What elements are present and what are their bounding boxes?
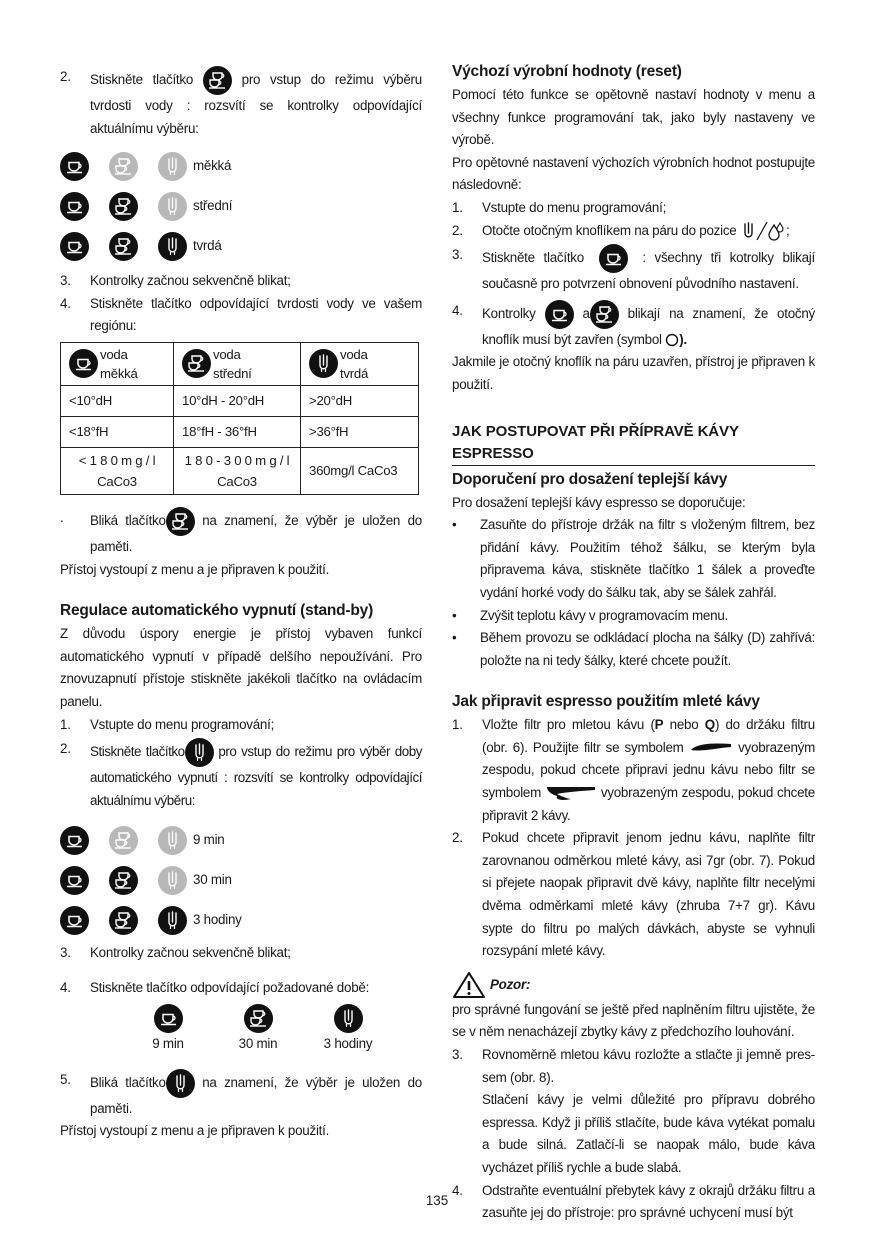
- step-text: vyobrazeným zespodu, pokud chcete připravit 2 kávy.: [482, 785, 815, 823]
- step-text: na znamení, že výběr je uložen do paměti.: [90, 1074, 422, 1116]
- step-text: pro vstup do režimu výběru tvrdosti vody : rozsvítí se kontrolky odpovídající aktuálnímu výběru:: [90, 72, 422, 136]
- hardness-table: [60, 342, 419, 495]
- table-header-row: [61, 342, 419, 385]
- one-cup-icon: [60, 866, 89, 895]
- bullet: •: [452, 630, 457, 646]
- table-cell: 1 8 0 - 3 0 0 m g / l CaCo3: [174, 447, 301, 494]
- standby-step-5: [60, 1069, 422, 1121]
- bullet-text: Zasuňte do přístroje držák na filtr s vloženým filtrem, bez přidání kávy. Použitím téhož šálku, se kterým byla připravema káva, stiskněte tlačítko 1 šálek a proveďte vydání horké vody do šálku tak, aby se šálek zahřál.: [480, 517, 815, 600]
- step-text: a: [582, 305, 590, 321]
- step-text: Stiskněte tlačítko: [90, 72, 194, 88]
- step-number: 2.: [452, 222, 463, 238]
- table-cell: 18°fH - 36°fH: [174, 416, 301, 447]
- steam-icon: [158, 152, 187, 181]
- bullet: •: [452, 607, 457, 623]
- steam-icon: [158, 906, 187, 935]
- option-label: 30 min: [238, 1035, 278, 1051]
- option-3h: [303, 1004, 393, 1055]
- one-cup-icon: [154, 1004, 183, 1033]
- table-cell: <18°fH: [61, 416, 174, 447]
- option-30min: [213, 1004, 303, 1055]
- exit-text: Přístoj vystoupí z menu a je připraven k použití.: [60, 561, 330, 577]
- ground-step-2: [452, 827, 815, 963]
- header-hard: [309, 345, 410, 383]
- list-item: [452, 605, 815, 628]
- warning-title: Pozor:: [490, 976, 531, 992]
- step-text: Kontrolky: [482, 305, 536, 321]
- step-number: 1.: [60, 716, 71, 732]
- bullet: •: [452, 517, 457, 533]
- one-cup-icon: [599, 244, 628, 273]
- standby-title: Regulace automatického vypnutí (stand-by): [60, 602, 374, 620]
- one-cup-icon: [69, 349, 98, 378]
- step-text: : všechny tři kotrolky blikají současně pro potvrzení obnovení původního nastavení.: [482, 250, 815, 292]
- two-cups-icon: [182, 349, 211, 378]
- standby-options: [123, 1004, 422, 1055]
- step-text: Stiskněte tlačítko odpovídající požadované době:: [90, 979, 370, 995]
- table-row: [61, 447, 419, 494]
- list-item: [452, 514, 815, 604]
- hardness-step-5: [60, 507, 422, 559]
- step-number: .: [60, 509, 64, 525]
- standby-indicator-rows: [60, 820, 422, 940]
- reset-step-3: [452, 244, 815, 296]
- step-number: 4.: [452, 1182, 463, 1198]
- list-item: [452, 627, 815, 672]
- two-cups-icon: [109, 826, 138, 855]
- hardness-row-medium: [60, 186, 422, 226]
- hardness-label: měkká: [193, 157, 232, 173]
- exit-text: Přístoj vystoupí z menu a je připraven k použití.: [60, 1123, 330, 1139]
- hardness-label: střední: [193, 197, 233, 213]
- page-number: 135: [425, 1193, 449, 1208]
- step-number: 3.: [452, 247, 463, 263]
- step-text: pro vstup do režimu pro výběr doby automatického vypnutí : rozsvítí se kontrolky odpovídající aktuálnímu výběru:: [90, 744, 422, 808]
- step-text: Odstraňte eventuální přebytek kávy z okrajů držáku filtru a zasuňte jej do přístroje: pro správné uchycení musí být: [482, 1182, 815, 1221]
- step-number: 3.: [60, 273, 71, 289]
- two-cups-icon: [109, 906, 138, 935]
- table-row: [61, 385, 419, 416]
- step-text: ).: [679, 331, 687, 347]
- steam-icon: [334, 1004, 363, 1033]
- step-number: 2.: [60, 69, 71, 84]
- header-text: tvrdá: [340, 365, 369, 381]
- two-cups-icon: [109, 152, 138, 181]
- standby-label: 30 min: [193, 872, 232, 888]
- standby-label: 3 hodiny: [193, 912, 242, 928]
- steam-knob-position-icon: [740, 220, 786, 242]
- espresso-section-title: JAK POSTUPOVAT PŘI PŘÍPRAVĚ KÁVY ESPRESSO: [452, 421, 815, 466]
- two-cups-icon: [203, 66, 232, 95]
- step-number: 4.: [60, 295, 71, 311]
- step-text: nebo: [669, 717, 699, 733]
- step-text: Stiskněte tlačítko odpovídající tvrdosti vody ve vašem regiónu:: [90, 295, 422, 334]
- one-cup-icon: [60, 152, 89, 181]
- table-cell: <10°dH: [61, 385, 174, 416]
- left-column: [60, 60, 422, 1143]
- warmer-coffee-intro: Pro dosažení teplejší kávy espresso se doporučuje:: [452, 494, 746, 510]
- step-text: ) do držáku filtru (obr. 6). Použijte filtr se symbolem: [482, 717, 815, 755]
- one-cup-icon: [60, 906, 89, 935]
- option-label: 3 hodiny: [323, 1035, 373, 1051]
- two-cups-icon: [166, 507, 195, 536]
- step-number: 1.: [452, 717, 463, 733]
- two-cups-icon: [109, 866, 138, 895]
- step-number: 4.: [452, 302, 463, 318]
- step-text: Vstupte do menu programování;: [90, 716, 275, 732]
- table-cell: >20°dH: [301, 385, 419, 416]
- two-cups-icon: [244, 1004, 273, 1033]
- step-text: Kontrolky začnou sekvenčně blikat;: [90, 945, 291, 961]
- option-9min: [123, 1004, 213, 1055]
- standby-step-1: [60, 714, 422, 737]
- step-number: 1.: [452, 199, 463, 215]
- one-cup-icon: [60, 826, 89, 855]
- reset-step-2: 2. Otočte otočným knoflíkem na páru do pozice ;: [452, 220, 815, 243]
- hardness-label: tvrdá: [193, 237, 222, 253]
- hardness-step-3: [60, 270, 422, 293]
- step-text: vyobrazeným zespodu, pokud chcete připravi jednu kávu nebo filtr se symbolem: [482, 739, 815, 801]
- reset-paragraph: Pro opětovné nastavení výchozích výrobních hodnot postupujte následovně:: [452, 154, 815, 193]
- standby-step-3: [60, 942, 422, 965]
- hardness-step-2: [60, 66, 422, 140]
- two-cup-filter-icon: [545, 784, 597, 804]
- one-cup-icon: [60, 232, 89, 261]
- steam-icon: [309, 349, 338, 378]
- step-text: Bliká tlačítko: [90, 1074, 166, 1090]
- header-text: voda: [100, 346, 128, 362]
- warning-heading: [452, 971, 815, 999]
- header-text: voda: [340, 346, 368, 362]
- filter-q-label: Q: [704, 717, 715, 733]
- one-cup-icon: [545, 300, 574, 329]
- standby-row-3h: [60, 900, 422, 940]
- step-text: Bliká tlačítko: [90, 513, 166, 529]
- step-text: Stlačení kávy je velmi důležité pro přípravu dobrého espressa. Když ji příliš stlačíte, bude káva vytékat pomalu a bude silná. Zatlačí-li se naopak málo, bude káva vycházet příliš rychle a bude slabá.: [482, 1092, 815, 1175]
- step-number: 3.: [452, 1047, 463, 1062]
- table-cell: >36°fH: [301, 416, 419, 447]
- header-text: voda: [213, 346, 241, 362]
- filter-p-label: P: [654, 717, 664, 733]
- bullet-text: Zvýšit teplotu kávy v programovacím menu.: [480, 607, 728, 623]
- one-cup-icon: [60, 192, 89, 221]
- table-cell: 360mg/l CaCo3: [301, 447, 419, 494]
- steam-icon: [158, 232, 187, 261]
- step-number: 4.: [60, 979, 71, 995]
- warning-text: pro správné fungování se ještě před naplněním filtru ujistěte, že se v něm nenacházejí zbytky kávy z předchozího louhování.: [452, 1001, 815, 1040]
- steam-icon: [158, 866, 187, 895]
- step-text: Otočte otočným knoflíkem na páru do pozice: [482, 222, 737, 238]
- step-text: Rovnoměrně mletou kávu rozložte a stlačte ji jemně pres-sem (obr. 8).: [482, 1047, 815, 1085]
- hardness-indicator-rows: [60, 146, 422, 266]
- step-text: na znamení, že výběr je uložen do paměti.: [90, 513, 422, 554]
- step-text: Stiskněte tlačítko: [90, 744, 185, 760]
- step-text: Vstupte do menu programování;: [482, 199, 667, 215]
- standby-step-2: [60, 738, 422, 812]
- standby-row-9min: [60, 820, 422, 860]
- standby-intro: Z důvodu úspory energie je přístoj vybaven funkcí automatického vypnutí v případě delšího nepoužívání. Pro znovuzapnutí přístoje stiskněte jakékoli tlačítko na ovládacím panelu.: [60, 626, 422, 709]
- header-medium: [182, 345, 292, 383]
- one-cup-filter-icon: [689, 742, 733, 754]
- table-cell: < 1 8 0 m g / l CaCo3: [61, 447, 174, 494]
- standby-row-30min: [60, 860, 422, 900]
- table-cell: 10°dH - 20°dH: [174, 385, 301, 416]
- standby-label: 9 min: [193, 832, 225, 848]
- warmer-coffee-title: Doporučení pro dosažení teplejší kávy: [452, 470, 728, 488]
- two-cups-icon: [109, 232, 138, 261]
- step-number: 3.: [60, 945, 71, 961]
- header-soft: [69, 345, 165, 383]
- hardness-row-soft: [60, 146, 422, 186]
- step-number: 5.: [60, 1071, 71, 1087]
- hardness-row-hard: [60, 226, 422, 266]
- hardness-step-4: [60, 293, 422, 338]
- reset-paragraph: Pomocí této funkce se opětovně nastaví hodnoty v menu a všechny funkce programování tak, jako byly nastaveny ve výrobě.: [452, 87, 815, 148]
- step-text: Kontrolky začnou sekvenčně blikat;: [90, 273, 291, 289]
- reset-step-1: [452, 197, 815, 220]
- bullet-text: Během provozu se odkládací plocha na šálky (D) zahřívá: položte na ni tedy šálky, které chcete použít.: [480, 630, 815, 668]
- step-text: Stiskněte tlačítko: [482, 250, 584, 266]
- ground-step-1: [452, 714, 815, 827]
- steam-icon: [158, 192, 187, 221]
- step-number: 2.: [452, 830, 463, 846]
- reset-title: Výchozí výrobní hodnoty (reset): [452, 63, 682, 80]
- reset-step-4: [452, 300, 815, 352]
- table-row: [61, 416, 419, 447]
- step-text: blikají na znamení, že otočný knoflík musí být zavřen (symbol: [482, 305, 815, 347]
- reset-paragraph: Jakmile je otočný knoflík na páru uzavřen, přístroj je připraven k použití.: [452, 354, 815, 392]
- steam-icon: [185, 738, 214, 767]
- step-number: 2.: [60, 741, 71, 757]
- header-text: měkká: [100, 365, 138, 381]
- header-text: střední: [213, 365, 252, 381]
- two-cups-icon: [590, 300, 619, 329]
- steam-icon: [158, 826, 187, 855]
- option-label: 9 min: [152, 1035, 184, 1051]
- steam-icon: [166, 1069, 195, 1098]
- closed-knob-circle-icon: [665, 333, 679, 347]
- step-text: Pokud chcete připravit jenom jednu kávu, naplňte filtr zarovnanou odměrkou mleté kávy, asi 7gr (obr. 7). Pokud si přejete naopak připravit dvě kávy, naplňte filtr necelými dvěma odměrkami mleté kávy (zhruba 7+7 gr). Kávu sypte do filtru po malých dávkách, abyste se vyhnuli rozsypání mleté kávy.: [482, 830, 815, 959]
- standby-step-4: [60, 977, 422, 1000]
- ground-coffee-title: Jak připravit espresso použitím mleté kávy: [452, 693, 760, 711]
- two-cups-icon: [109, 192, 138, 221]
- step-text: Vložte filtr pro mletou kávu (: [482, 717, 655, 733]
- warning-icon: [452, 971, 486, 999]
- right-column: [452, 60, 815, 1225]
- ground-step-3: [452, 1044, 815, 1180]
